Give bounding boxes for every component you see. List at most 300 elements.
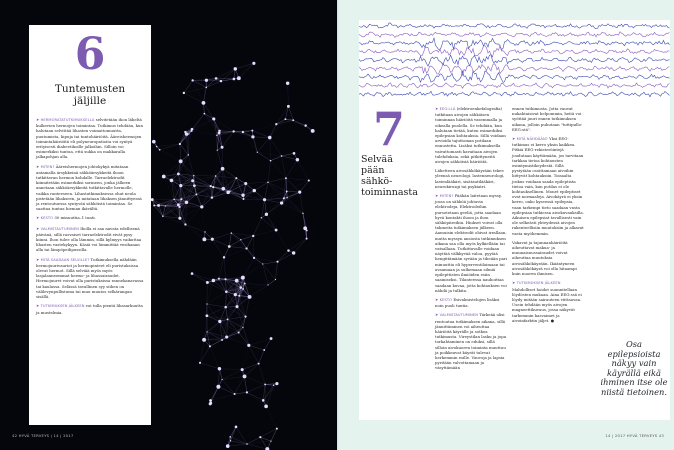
network-link (226, 307, 228, 319)
network-node (231, 232, 232, 233)
network-link (192, 114, 205, 131)
network-link (265, 200, 282, 203)
network-link (202, 207, 205, 232)
paragraph-text: Tärkeää olisi rentoutua tutkimuksen aikana, sillä jännittäminen voi aiheuttaa häiriöitä käyrälle ja sotkea tutkimusta. Vireystilan lasku ja jopa torkahtaminen on eduksi, sillä silloin aivokuoren toiminta muuttuu ja poikkeavat käyrät tulevat herkemmin esille. Vauvoja ja lapsia pyritään valvottamaan ja väsyttämään (435, 312, 507, 371)
network-link (203, 103, 213, 119)
network-node (205, 79, 208, 82)
arrow-icon: ➤ (36, 225, 41, 231)
paragraph-text: (elektroenkefalografia) tutkitaan aivojen sähköisen toiminnan häiriöitä vasemmalla ja oikealla puolella. Se tehdään, kun halutaan tietää, kuten esimerkiksi epilepsian kohtauksia. Sillä voidaan arvioida tajuttoman potilaan ennustetta. Lisäksi tutkimuksella vaivattomasti havaitaan aivojen tulehduksia, sekä pitkittyneitä aivojen sähköisiä häiriöitä. (435, 106, 506, 165)
network-node (262, 263, 263, 264)
network-node (292, 251, 295, 254)
network-link (187, 198, 212, 203)
network-link (204, 321, 220, 339)
network-node (243, 374, 247, 378)
network-link (300, 192, 303, 213)
network-link (218, 387, 234, 394)
paragraph-text: Tutkimuksella nähdään hermojuurivauriot ja hermopinteet eli puristuksissa olevat hermot. Sillä selviää myös myös lasjalanneemmat hermo- ja lihassairaudet. Hermojuuret voivat olla puristuksissa rannekanavassa tai kaulassa. Selässä tavallinen syy siihen on välilevynpullistuma tai muu muutos selkärangan sisällä. (36, 256, 144, 300)
network-link (276, 106, 288, 124)
network-link (288, 106, 293, 120)
network-link (257, 152, 281, 156)
keyword: MITÄ NÄHDÄÄN? (516, 137, 548, 142)
network-node (306, 229, 308, 231)
arrow-icon: ➤ (36, 215, 41, 221)
network-link (282, 153, 294, 156)
network-link (212, 233, 231, 239)
network-node (188, 133, 189, 134)
network-node (235, 279, 239, 283)
title-line: jäljille (73, 95, 107, 107)
network-node (270, 337, 273, 340)
network-link (265, 200, 267, 215)
network-link (252, 124, 276, 130)
keyword: KESTO (439, 297, 453, 302)
paragraph-text: Iholla ei saa navata edellisenä päivänä, sillä rasvaiset tarraelektrodit eivät pysy kiinni. Ihon tulee olla lämmin, sillä kylmyys vaikuttaa lihasten vastekykyyn. Käsiä voi lämmittää vesihanan alla tai lämpöpeilipussilla. (36, 225, 142, 253)
network-link (160, 144, 180, 150)
network-link (286, 178, 309, 180)
network-node (199, 362, 201, 364)
paragraph (512, 106, 584, 132)
network-link (288, 83, 289, 106)
network-link (200, 363, 219, 369)
network-link (180, 134, 187, 144)
arrow-icon: ➤ (435, 312, 440, 318)
network-link (192, 274, 213, 281)
paragraph-text: Lähetteen aivosähkökäyrään tekee yleensä neurologi, lastenneurologi, lastenlääkäri, sisätautilääkäri, neurokirurgi tai psykiatri. (435, 168, 505, 189)
network-node (268, 136, 272, 140)
network-link (185, 224, 204, 239)
network-node (206, 303, 207, 304)
network-node (265, 213, 268, 216)
network-node (206, 281, 209, 284)
network-node (162, 215, 164, 217)
network-node (173, 198, 175, 200)
network-link (229, 233, 231, 246)
network-node (244, 283, 246, 285)
network-node (218, 367, 221, 370)
title-line: sähkö- (361, 176, 393, 187)
network-link (287, 198, 303, 214)
network-node (261, 217, 262, 218)
paragraph (512, 280, 584, 323)
network-link (276, 119, 285, 124)
network-node (306, 238, 308, 240)
network-node (211, 196, 213, 198)
network-link (261, 218, 276, 230)
network-link (242, 364, 258, 370)
network-node (242, 131, 244, 133)
network-link (202, 198, 212, 207)
arrow-icon: ➤ (435, 296, 440, 302)
network-node (221, 167, 225, 171)
network-link (204, 114, 219, 133)
network-node (221, 379, 222, 380)
network-node (210, 185, 212, 187)
network-link (235, 370, 243, 394)
network-node (212, 279, 216, 283)
network-link (259, 350, 265, 364)
network-link (227, 327, 243, 337)
network-link (219, 369, 242, 370)
network-node (286, 82, 289, 85)
network-link (243, 327, 249, 345)
left-article-card (29, 25, 151, 425)
paragraph-text: ennen tutkimusta. Jotta vauvat nukahtaisivat helpommin, heitä voi syöttää juuri ennen tutkimuksen aikana, jolloin puhutaan "tuttipullo-EEG:stä". (512, 106, 583, 132)
network-link (265, 384, 273, 385)
network-link (246, 297, 250, 317)
network-node (284, 118, 286, 120)
network-node (221, 339, 223, 341)
network-node (275, 382, 278, 385)
network-node (177, 172, 180, 175)
network-link (247, 444, 267, 449)
network-node (187, 154, 189, 156)
network-link (207, 319, 228, 331)
title-line: Tuntemusten (54, 83, 126, 95)
network-node (293, 152, 296, 155)
network-link (259, 364, 266, 385)
network-link (224, 248, 247, 257)
network-node (241, 276, 245, 280)
network-link (266, 385, 274, 406)
network-node (151, 198, 154, 201)
section-number-7: 7 (373, 102, 406, 156)
network-link (185, 207, 201, 225)
network-link (213, 257, 224, 280)
network-link (282, 203, 303, 213)
network-node (253, 189, 256, 192)
network-node (287, 105, 290, 108)
pull-quote: Osa epilepsioista näkyy vain käyrällä eikä ihminen itse ole niistä tietoinen. (600, 339, 668, 397)
arrow-icon: ➤ (512, 136, 517, 142)
network-link (245, 364, 259, 377)
network-node (298, 191, 301, 194)
network-node (251, 135, 254, 138)
paragraph-text: selvitetään ihon läheltä kulkevien hermojen toimintaa. Tutkimus tehdään, kun halutaan selvittää lihasten voimattomuutta, puutumista, kipuja tai tuntohäiriöitä. Ääreishermojen toimintahäiriöitä eli polyneuropatioita voi syntyä erityisesti diabeetikoille jalkoihin. Silloin voi esimerkiksi tuntua, että sukka on makkaralla jalkapohjan alla. (36, 117, 144, 160)
network-node (209, 399, 212, 402)
network-link (234, 63, 254, 79)
network-link (284, 198, 303, 213)
network-link (254, 191, 264, 200)
keyword: MITEN? (40, 164, 55, 169)
network-link (253, 230, 276, 236)
network-node (251, 130, 253, 132)
network-node (177, 203, 180, 206)
network-link (227, 333, 239, 338)
eeg-trace (359, 23, 670, 29)
network-node (191, 130, 193, 132)
network-node (267, 284, 268, 285)
network-link (243, 264, 263, 278)
network-link (212, 192, 228, 197)
network-node (212, 117, 215, 120)
network-node (283, 197, 285, 199)
arrow-icon: ➤ (435, 193, 440, 199)
network-node (242, 288, 244, 290)
network-node (292, 119, 294, 121)
network-link (278, 253, 294, 262)
network-node (252, 62, 255, 65)
paragraph (36, 164, 144, 212)
network-node (229, 436, 231, 438)
network-node (157, 204, 160, 207)
network-node (152, 140, 156, 144)
network-link (207, 332, 222, 340)
network-link (228, 317, 246, 320)
network-link (263, 262, 278, 264)
network-node (305, 227, 306, 228)
network-link (247, 441, 271, 444)
network-node (202, 237, 206, 241)
network-node (241, 368, 244, 371)
network-node (233, 78, 236, 81)
network-link (185, 224, 205, 232)
network-node (225, 335, 228, 338)
network-node (202, 338, 206, 342)
network-link (266, 214, 276, 230)
network-link (210, 346, 220, 368)
network-link (220, 321, 239, 332)
right-column-1 (435, 106, 507, 375)
network-node (244, 316, 246, 318)
paragraph (36, 303, 144, 314)
network-node (185, 201, 188, 204)
network-link (242, 345, 249, 369)
network-link (184, 80, 207, 93)
keyword: VALMISTAUTUMINEN (40, 226, 79, 231)
network-node (225, 290, 228, 293)
network-node (238, 332, 240, 334)
arrow-icon: ➤ (36, 303, 41, 309)
network-node (228, 245, 231, 248)
network-link (180, 207, 202, 218)
network-node (193, 184, 196, 187)
network-link (257, 138, 269, 153)
network-node (263, 198, 266, 201)
paragraph-text: Esivalmistelujen lisäksi noin puoli tuntia. (435, 296, 500, 309)
network-link (270, 138, 271, 161)
network-link (224, 257, 225, 279)
network-node (170, 179, 174, 183)
network-node (226, 191, 230, 195)
network-node (202, 101, 206, 105)
keyword: TUTKIMUKSEN JÄLKEEN (516, 281, 561, 286)
network-link (160, 150, 181, 162)
network-node (204, 231, 205, 232)
network-node (215, 77, 218, 80)
network-node (281, 155, 283, 157)
network-link (242, 370, 247, 393)
network-node (218, 320, 221, 323)
network-node (258, 363, 260, 365)
network-node (205, 87, 207, 89)
network-node (257, 152, 258, 153)
paragraph (512, 136, 584, 236)
network-link (218, 369, 219, 387)
network-link (219, 257, 224, 278)
network-link (222, 132, 243, 147)
network-node (224, 306, 227, 309)
paragraph (435, 312, 507, 370)
network-link (284, 192, 300, 198)
network-link (217, 150, 222, 169)
network-node (308, 179, 310, 181)
network-link (216, 176, 237, 178)
network-node (184, 131, 186, 133)
network-link (286, 160, 297, 178)
network-node (209, 345, 211, 347)
network-link (268, 182, 282, 203)
network-node (200, 205, 203, 208)
paragraph-text: Vakavat ja tajunnanhäiriöitä aiheuttavat makua- ja muunaisuussairaudet voivat aiheuttaa muutoksia aivosähkökäyrään. Ikääntyneen aivosähkökäyrä voi olla hitaampi kuin nuoren ihmisen. (512, 239, 577, 277)
network-link (235, 392, 247, 394)
network-node (264, 405, 268, 409)
network-link (252, 131, 269, 138)
network-node (242, 327, 243, 328)
network-node (240, 239, 241, 240)
network-node (270, 160, 272, 162)
network-node (245, 247, 247, 249)
network-node (311, 129, 315, 133)
network-node (178, 217, 181, 220)
paragraph (36, 257, 144, 300)
network-link (247, 384, 265, 392)
network-node (216, 135, 217, 136)
network-link (247, 392, 263, 400)
network-node (179, 206, 181, 208)
network-link (254, 258, 263, 264)
paragraph (36, 226, 144, 253)
network-node (244, 182, 247, 185)
network-link (228, 427, 236, 446)
network-link (205, 232, 212, 239)
left-section-title (36, 83, 144, 107)
network-link (268, 178, 286, 182)
network-node (275, 229, 278, 232)
network-link (228, 444, 247, 446)
network-node (195, 193, 197, 195)
paragraph (512, 240, 584, 276)
eeg-trace (359, 55, 670, 66)
network-link (202, 186, 211, 207)
network-node (217, 150, 218, 151)
network-node (242, 198, 244, 200)
network-link (287, 191, 300, 192)
network-node (206, 331, 207, 332)
network-link (226, 292, 227, 307)
network-link (254, 182, 268, 190)
network-link (229, 246, 246, 248)
network-node (227, 319, 229, 321)
arrow-icon: ➤ (36, 163, 41, 169)
keyword: EEG:LLÄ (439, 107, 456, 111)
paragraph-text: Mahdolliset hoidot suunnitellaan löydösten mukaan. Aina EEG:ssä ei löydy mitään sairauteen viittaavaa. Usein tehdään myös aivojen magneettikuvaus, jossa näkyvät tarkemmin kasvaimet ja aivoinfarktin jäljet. ● (512, 286, 582, 323)
paragraph-text: Yksi EEG-tutkimus ei kerro yksin kaikkea. Pitkiä EEG-rekisteröintejä joudutaan käyttämään, jos tarvitaan tarkkaa tietoa kohtausten esiintymistiheydestä. Sillä pystytään osoittamaan aivoihin liittyvät kohtauksiin. Toisaalta joskus voidaan saada epileptista tietoa vain, kun potilas ei ole kohtauksellinen. Monet epileptiset ovat normaaleja. Aivokäyrä ei yksin kerro, onko kyseessä epilepsia, vaan tarkempi tieto saadaan vasta epilepsiaa tutkiessa aivokuvauksilla. Aikuisen epilepsiat tavallisesti vain ole selkeästi yhteydessä aivojen rakenteellisiin muutoksiin ja alkavat vasta myöhemmin. (512, 136, 584, 236)
network-node (248, 295, 252, 299)
paragraph (435, 168, 507, 189)
network-link (254, 258, 278, 262)
network-link (230, 191, 254, 192)
network-link (247, 437, 260, 444)
left-body (36, 117, 144, 315)
network-node (234, 393, 236, 395)
network-node (232, 130, 234, 132)
arrow-icon: ➤ (36, 256, 41, 262)
network-node (191, 79, 193, 81)
network-link (246, 182, 268, 183)
network-link (154, 199, 174, 205)
network-link (157, 144, 180, 147)
network-node (276, 428, 278, 430)
network-link (152, 176, 164, 199)
network-link (220, 321, 243, 327)
network-node (235, 426, 238, 429)
network-node (165, 205, 166, 206)
network-link (276, 230, 288, 251)
network-node (275, 123, 277, 125)
eeg-waveform-illustration (359, 20, 670, 100)
network-link (250, 285, 269, 297)
footer-left: 42 HYVÄ TERVEYS | 14 | 2017 (12, 433, 74, 438)
network-link (244, 199, 262, 218)
network-link (282, 156, 286, 178)
network-link (260, 429, 277, 438)
network-node (286, 197, 287, 198)
network-link (244, 191, 255, 199)
network-link (243, 258, 254, 278)
network-node (209, 402, 212, 405)
network-node (156, 146, 157, 147)
network-node (191, 272, 194, 275)
network-node (259, 436, 261, 438)
network-node (270, 441, 271, 442)
network-link (265, 384, 266, 406)
eeg-trace (359, 83, 670, 89)
network-node (280, 201, 283, 204)
network-link (228, 319, 243, 327)
network-link (253, 214, 266, 236)
network-link (286, 178, 287, 191)
network-node (226, 444, 230, 448)
network-node (267, 181, 269, 183)
network-link (213, 281, 226, 292)
keyword: HERMORATATUTKIMUKSELLA (40, 118, 95, 122)
network-link (286, 178, 300, 192)
network-node (253, 257, 255, 259)
network-link (243, 285, 268, 289)
title-line: toiminnasta (361, 187, 418, 198)
keyword: VALMISTAUTUMINEN (439, 313, 478, 318)
eeg-waveform-panel (359, 20, 670, 100)
network-node (221, 187, 225, 191)
network-link (266, 406, 277, 428)
paragraph (435, 106, 507, 164)
network-node (238, 295, 240, 297)
network-link (297, 160, 308, 181)
network-link (253, 218, 261, 236)
network-node (216, 385, 220, 389)
network-link (245, 376, 266, 384)
network-node (285, 177, 287, 179)
network-link (207, 304, 226, 307)
network-link (260, 437, 271, 441)
network-node (183, 92, 185, 94)
network-node (223, 256, 225, 258)
paragraph (36, 215, 144, 221)
eeg-trace (359, 46, 670, 57)
network-node (247, 344, 250, 347)
keyword: KESTO (40, 216, 54, 221)
keyword: MITÄ SAADAAN SELVILLE? (40, 257, 90, 262)
